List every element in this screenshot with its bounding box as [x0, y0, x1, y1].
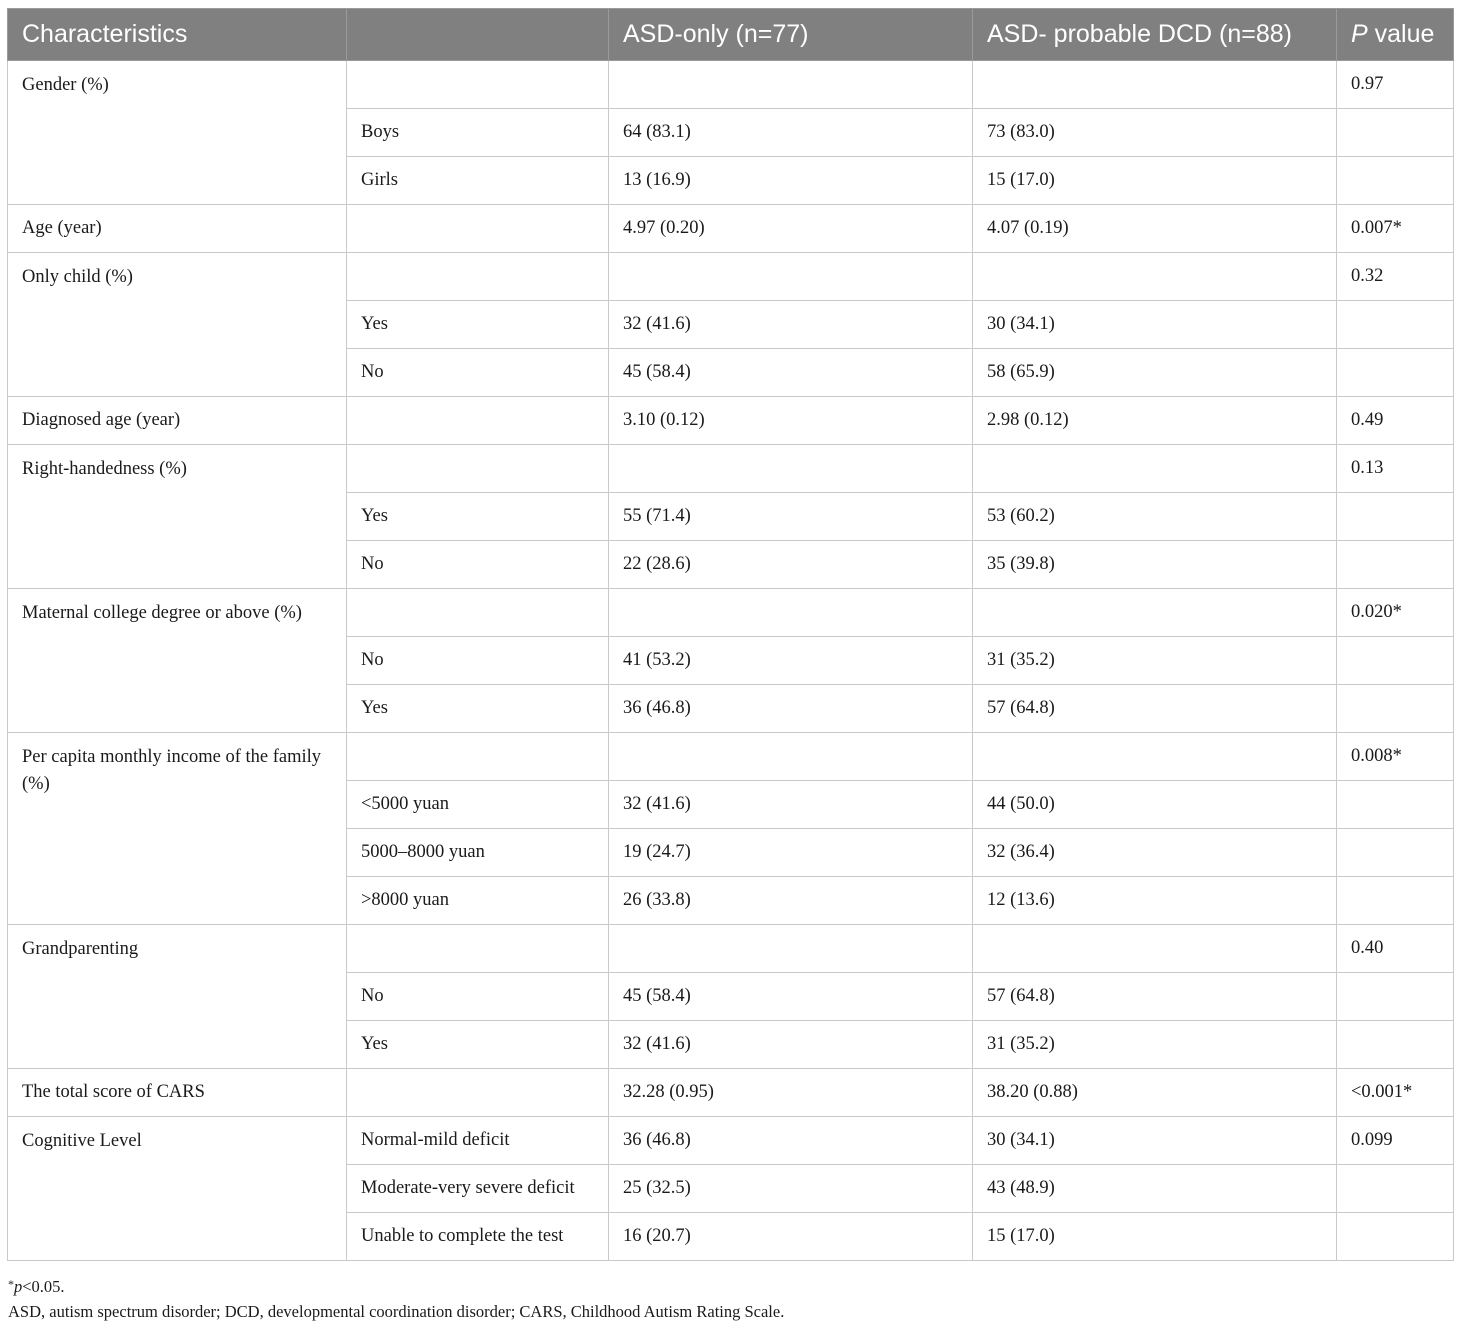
cell-asd-only: 25 (32.5) — [609, 1165, 973, 1213]
cell-p-value: 0.49 — [1337, 397, 1454, 445]
cell-characteristic: Diagnosed age (year) — [8, 397, 347, 445]
cell-asd-probable-dcd: 43 (48.9) — [973, 1165, 1337, 1213]
cell-asd-only: 32 (41.6) — [609, 301, 973, 349]
cell-subgroup — [347, 397, 609, 445]
cell-asd-probable-dcd: 44 (50.0) — [973, 781, 1337, 829]
cell-asd-probable-dcd: 35 (39.8) — [973, 541, 1337, 589]
cell-asd-only: 26 (33.8) — [609, 877, 973, 925]
cell-subgroup — [347, 1069, 609, 1117]
characteristics-table-container — [7, 8, 1453, 1261]
cell-p-value — [1337, 637, 1454, 685]
cell-asd-probable-dcd: 38.20 (0.88) — [973, 1069, 1337, 1117]
cell-asd-probable-dcd: 58 (65.9) — [973, 349, 1337, 397]
header-asd-probable-dcd: ASD- probable DCD (n=88) — [973, 9, 1337, 61]
cell-p-value — [1337, 781, 1454, 829]
cell-asd-probable-dcd: 15 (17.0) — [973, 1213, 1337, 1261]
footnote-abbreviations: ASD, autism spectrum disorder; DCD, developmental coordination disorder; CARS, Childhood Autism Rating Scale. — [8, 1302, 785, 1321]
table-row — [8, 445, 1454, 493]
cell-subgroup: 5000–8000 yuan — [347, 829, 609, 877]
cell-subgroup: No — [347, 973, 609, 1021]
cell-asd-only: 4.97 (0.20) — [609, 205, 973, 253]
cell-subgroup: Boys — [347, 109, 609, 157]
cell-asd-probable-dcd: 57 (64.8) — [973, 973, 1337, 1021]
cell-asd-probable-dcd: 73 (83.0) — [973, 109, 1337, 157]
cell-subgroup — [347, 925, 609, 973]
cell-p-value — [1337, 877, 1454, 925]
cell-asd-only: 36 (46.8) — [609, 1117, 973, 1165]
cell-p-value: 0.32 — [1337, 253, 1454, 301]
cell-characteristic: Gender (%) — [8, 61, 347, 205]
table-row — [8, 733, 1454, 781]
cell-asd-only — [609, 253, 973, 301]
cell-asd-only: 45 (58.4) — [609, 349, 973, 397]
cell-asd-only — [609, 61, 973, 109]
table-header — [8, 9, 1454, 61]
cell-asd-only: 36 (46.8) — [609, 685, 973, 733]
cell-characteristic: Only child (%) — [8, 253, 347, 397]
cell-asd-only: 19 (24.7) — [609, 829, 973, 877]
footnote-significance — [8, 1274, 784, 1299]
cell-asd-probable-dcd: 31 (35.2) — [973, 637, 1337, 685]
cell-subgroup: Unable to complete the test — [347, 1213, 609, 1261]
cell-subgroup: Yes — [347, 1021, 609, 1069]
cell-subgroup: <5000 yuan — [347, 781, 609, 829]
cell-p-value: 0.008* — [1337, 733, 1454, 781]
cell-asd-probable-dcd — [973, 925, 1337, 973]
cell-asd-probable-dcd: 15 (17.0) — [973, 157, 1337, 205]
cell-asd-only: 3.10 (0.12) — [609, 397, 973, 445]
footnote-threshold: <0.05. — [22, 1277, 65, 1296]
cell-characteristic: Right-handedness (%) — [8, 445, 347, 589]
table-row — [8, 1117, 1454, 1165]
cell-subgroup: No — [347, 349, 609, 397]
cell-asd-probable-dcd: 4.07 (0.19) — [973, 205, 1337, 253]
table-body — [8, 61, 1454, 1261]
cell-p-value: 0.40 — [1337, 925, 1454, 973]
cell-subgroup: Normal-mild deficit — [347, 1117, 609, 1165]
cell-asd-probable-dcd: 31 (35.2) — [973, 1021, 1337, 1069]
cell-p-value — [1337, 109, 1454, 157]
cell-p-value — [1337, 157, 1454, 205]
cell-p-value — [1337, 829, 1454, 877]
cell-p-value — [1337, 1213, 1454, 1261]
cell-characteristic: The total score of CARS — [8, 1069, 347, 1117]
cell-subgroup — [347, 61, 609, 109]
cell-p-value — [1337, 685, 1454, 733]
cell-subgroup — [347, 733, 609, 781]
cell-subgroup — [347, 253, 609, 301]
header-p-value — [1337, 9, 1454, 61]
cell-asd-only: 32.28 (0.95) — [609, 1069, 973, 1117]
cell-p-value — [1337, 1165, 1454, 1213]
cell-subgroup: Yes — [347, 493, 609, 541]
cell-asd-only: 64 (83.1) — [609, 109, 973, 157]
cell-asd-only — [609, 733, 973, 781]
header-subgroup — [347, 9, 609, 61]
table-row — [8, 925, 1454, 973]
cell-p-value: 0.020* — [1337, 589, 1454, 637]
cell-characteristic: Maternal college degree or above (%) — [8, 589, 347, 733]
cell-p-value: 0.099 — [1337, 1117, 1454, 1165]
cell-asd-probable-dcd: 30 (34.1) — [973, 1117, 1337, 1165]
cell-asd-probable-dcd: 53 (60.2) — [973, 493, 1337, 541]
cell-p-value: 0.13 — [1337, 445, 1454, 493]
cell-p-value: 0.97 — [1337, 61, 1454, 109]
table-row — [8, 61, 1454, 109]
cell-asd-only: 22 (28.6) — [609, 541, 973, 589]
cell-p-value — [1337, 493, 1454, 541]
cell-asd-probable-dcd — [973, 253, 1337, 301]
footnote-p-variable: p — [14, 1277, 23, 1296]
cell-asd-only: 16 (20.7) — [609, 1213, 973, 1261]
cell-subgroup: >8000 yuan — [347, 877, 609, 925]
cell-subgroup — [347, 205, 609, 253]
cell-asd-only: 32 (41.6) — [609, 1021, 973, 1069]
cell-characteristic: Grandparenting — [8, 925, 347, 1069]
cell-p-value — [1337, 1021, 1454, 1069]
table-row — [8, 253, 1454, 301]
cell-subgroup: No — [347, 541, 609, 589]
header-asd-only: ASD-only (n=77) — [609, 9, 973, 61]
cell-subgroup — [347, 589, 609, 637]
footnote-star: * — [8, 1277, 14, 1291]
cell-asd-only — [609, 925, 973, 973]
cell-characteristic: Cognitive Level — [8, 1117, 347, 1261]
cell-asd-probable-dcd: 30 (34.1) — [973, 301, 1337, 349]
cell-characteristic: Age (year) — [8, 205, 347, 253]
cell-asd-probable-dcd: 12 (13.6) — [973, 877, 1337, 925]
cell-asd-only: 45 (58.4) — [609, 973, 973, 1021]
cell-subgroup: Moderate-very severe deficit — [347, 1165, 609, 1213]
characteristics-table — [7, 8, 1454, 1261]
header-p-value-italic: P — [1351, 20, 1368, 48]
cell-p-value — [1337, 973, 1454, 1021]
cell-asd-probable-dcd — [973, 733, 1337, 781]
cell-asd-only — [609, 589, 973, 637]
header-p-value-rest: value — [1367, 20, 1435, 48]
cell-asd-probable-dcd — [973, 445, 1337, 493]
table-row — [8, 205, 1454, 253]
cell-p-value: 0.007* — [1337, 205, 1454, 253]
cell-subgroup: No — [347, 637, 609, 685]
cell-subgroup: Yes — [347, 685, 609, 733]
table-footnotes — [8, 1274, 784, 1324]
cell-p-value: <0.001* — [1337, 1069, 1454, 1117]
cell-asd-probable-dcd — [973, 61, 1337, 109]
cell-asd-only — [609, 445, 973, 493]
cell-asd-only: 13 (16.9) — [609, 157, 973, 205]
cell-subgroup — [347, 445, 609, 493]
cell-asd-only: 41 (53.2) — [609, 637, 973, 685]
cell-characteristic: Per capita monthly income of the family (%) — [8, 733, 347, 925]
cell-p-value — [1337, 301, 1454, 349]
table-row — [8, 589, 1454, 637]
cell-subgroup: Girls — [347, 157, 609, 205]
header-row — [8, 9, 1454, 61]
cell-asd-probable-dcd: 32 (36.4) — [973, 829, 1337, 877]
cell-asd-only: 55 (71.4) — [609, 493, 973, 541]
cell-p-value — [1337, 541, 1454, 589]
cell-asd-probable-dcd: 57 (64.8) — [973, 685, 1337, 733]
cell-subgroup: Yes — [347, 301, 609, 349]
cell-asd-probable-dcd — [973, 589, 1337, 637]
cell-asd-probable-dcd: 2.98 (0.12) — [973, 397, 1337, 445]
header-characteristics: Characteristics — [8, 9, 347, 61]
table-row — [8, 397, 1454, 445]
cell-p-value — [1337, 349, 1454, 397]
cell-asd-only: 32 (41.6) — [609, 781, 973, 829]
table-row — [8, 1069, 1454, 1117]
